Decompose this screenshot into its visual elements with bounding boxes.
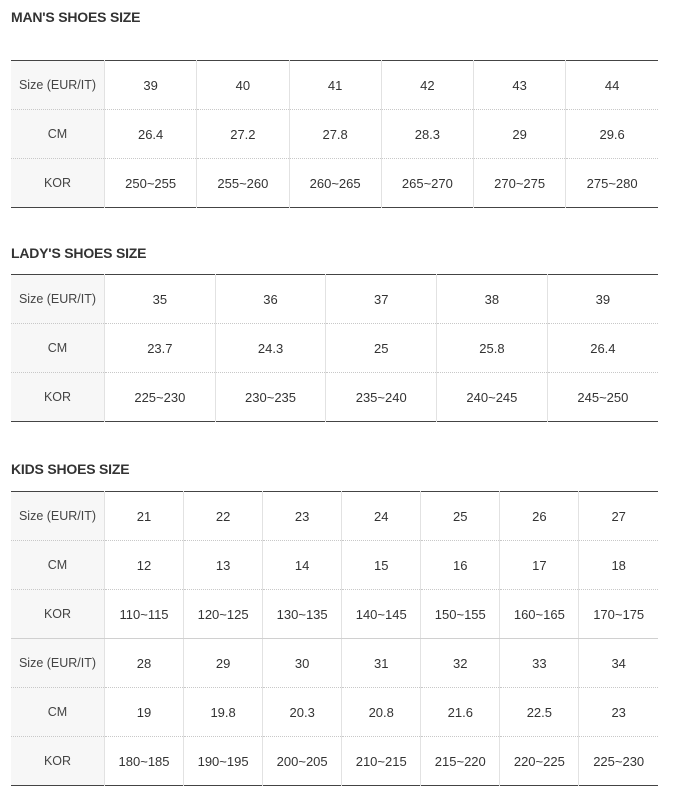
table-cell: 275~280 (566, 159, 658, 208)
table-row (11, 639, 658, 688)
table-cell: 20.8 (342, 688, 421, 737)
table-cell: 20.3 (263, 688, 342, 737)
table-cell: 235~240 (326, 373, 437, 422)
table-cell: 160~165 (500, 590, 579, 639)
row-label: KOR (11, 590, 105, 639)
table-cell: 23 (579, 688, 658, 737)
table-cell: 265~270 (381, 159, 473, 208)
table-cell: 15 (342, 541, 421, 590)
table-cell: 16 (421, 541, 500, 590)
table-row (11, 61, 658, 110)
table-cell: 33 (500, 639, 579, 688)
table-cell: 150~155 (421, 590, 500, 639)
table-cell: 19 (105, 688, 184, 737)
table-cell: 38 (437, 275, 548, 324)
table-cell: 39 (105, 61, 197, 110)
table-cell: 41 (289, 61, 381, 110)
table-cell: 30 (263, 639, 342, 688)
table-cell: 260~265 (289, 159, 381, 208)
table-cell: 27 (579, 492, 658, 541)
table-cell: 27.2 (197, 110, 289, 159)
lady-section-title: LADY'S SHOES SIZE (11, 245, 147, 261)
table-cell: 14 (263, 541, 342, 590)
table-cell: 250~255 (105, 159, 197, 208)
row-label: CM (11, 688, 105, 737)
table-row (11, 541, 658, 590)
table-row (11, 590, 658, 639)
table-cell: 44 (566, 61, 658, 110)
table-cell: 29.6 (566, 110, 658, 159)
row-label: Size (EUR/IT) (11, 61, 105, 110)
table-cell: 13 (184, 541, 263, 590)
table-cell: 220~225 (500, 737, 579, 786)
table-cell: 270~275 (474, 159, 566, 208)
table-cell: 200~205 (263, 737, 342, 786)
table-cell: 170~175 (579, 590, 658, 639)
row-label: Size (EUR/IT) (11, 639, 105, 688)
table-cell: 27.8 (289, 110, 381, 159)
row-label: CM (11, 110, 105, 159)
table-cell: 190~195 (184, 737, 263, 786)
row-label: KOR (11, 373, 105, 422)
table-cell: 12 (105, 541, 184, 590)
table-cell: 180~185 (105, 737, 184, 786)
table-row (11, 159, 658, 208)
row-label: KOR (11, 737, 105, 786)
row-label: CM (11, 324, 105, 373)
table-cell: 25.8 (437, 324, 548, 373)
table-cell: 22 (184, 492, 263, 541)
table-cell: 120~125 (184, 590, 263, 639)
table-cell: 24 (342, 492, 421, 541)
table-cell: 225~230 (579, 737, 658, 786)
table-cell: 36 (215, 275, 326, 324)
table-cell: 22.5 (500, 688, 579, 737)
table-cell: 39 (547, 275, 658, 324)
table-cell: 21.6 (421, 688, 500, 737)
table-cell: 230~235 (215, 373, 326, 422)
table-cell: 25 (326, 324, 437, 373)
table-row (11, 737, 658, 786)
table-row (11, 373, 658, 422)
table-cell: 18 (579, 541, 658, 590)
table-cell: 23.7 (105, 324, 216, 373)
table-cell: 29 (474, 110, 566, 159)
table-cell: 110~115 (105, 590, 184, 639)
row-label: KOR (11, 159, 105, 208)
table-cell: 28 (105, 639, 184, 688)
table-row (11, 110, 658, 159)
man-size-table (11, 60, 658, 208)
table-cell: 17 (500, 541, 579, 590)
table-cell: 140~145 (342, 590, 421, 639)
table-cell: 255~260 (197, 159, 289, 208)
table-cell: 26.4 (547, 324, 658, 373)
table-cell: 26.4 (105, 110, 197, 159)
table-row (11, 275, 658, 324)
table-cell: 42 (381, 61, 473, 110)
table-cell: 26 (500, 492, 579, 541)
table-cell: 130~135 (263, 590, 342, 639)
row-label: CM (11, 541, 105, 590)
table-cell: 19.8 (184, 688, 263, 737)
table-cell: 225~230 (105, 373, 216, 422)
table-cell: 37 (326, 275, 437, 324)
table-row (11, 324, 658, 373)
table-cell: 40 (197, 61, 289, 110)
table-cell: 240~245 (437, 373, 548, 422)
row-label: Size (EUR/IT) (11, 492, 105, 541)
table-cell: 43 (474, 61, 566, 110)
table-cell: 24.3 (215, 324, 326, 373)
kids-section-title: KIDS SHOES SIZE (11, 461, 130, 477)
lady-size-table (11, 274, 658, 422)
table-cell: 29 (184, 639, 263, 688)
table-row (11, 688, 658, 737)
table-cell: 215~220 (421, 737, 500, 786)
table-cell: 21 (105, 492, 184, 541)
kids-size-table (11, 491, 658, 786)
table-cell: 31 (342, 639, 421, 688)
table-row (11, 492, 658, 541)
table-cell: 23 (263, 492, 342, 541)
table-cell: 245~250 (547, 373, 658, 422)
row-label: Size (EUR/IT) (11, 275, 105, 324)
table-cell: 32 (421, 639, 500, 688)
table-cell: 34 (579, 639, 658, 688)
table-cell: 35 (105, 275, 216, 324)
table-cell: 25 (421, 492, 500, 541)
table-cell: 28.3 (381, 110, 473, 159)
man-section-title: MAN'S SHOES SIZE (11, 9, 141, 25)
table-cell: 210~215 (342, 737, 421, 786)
